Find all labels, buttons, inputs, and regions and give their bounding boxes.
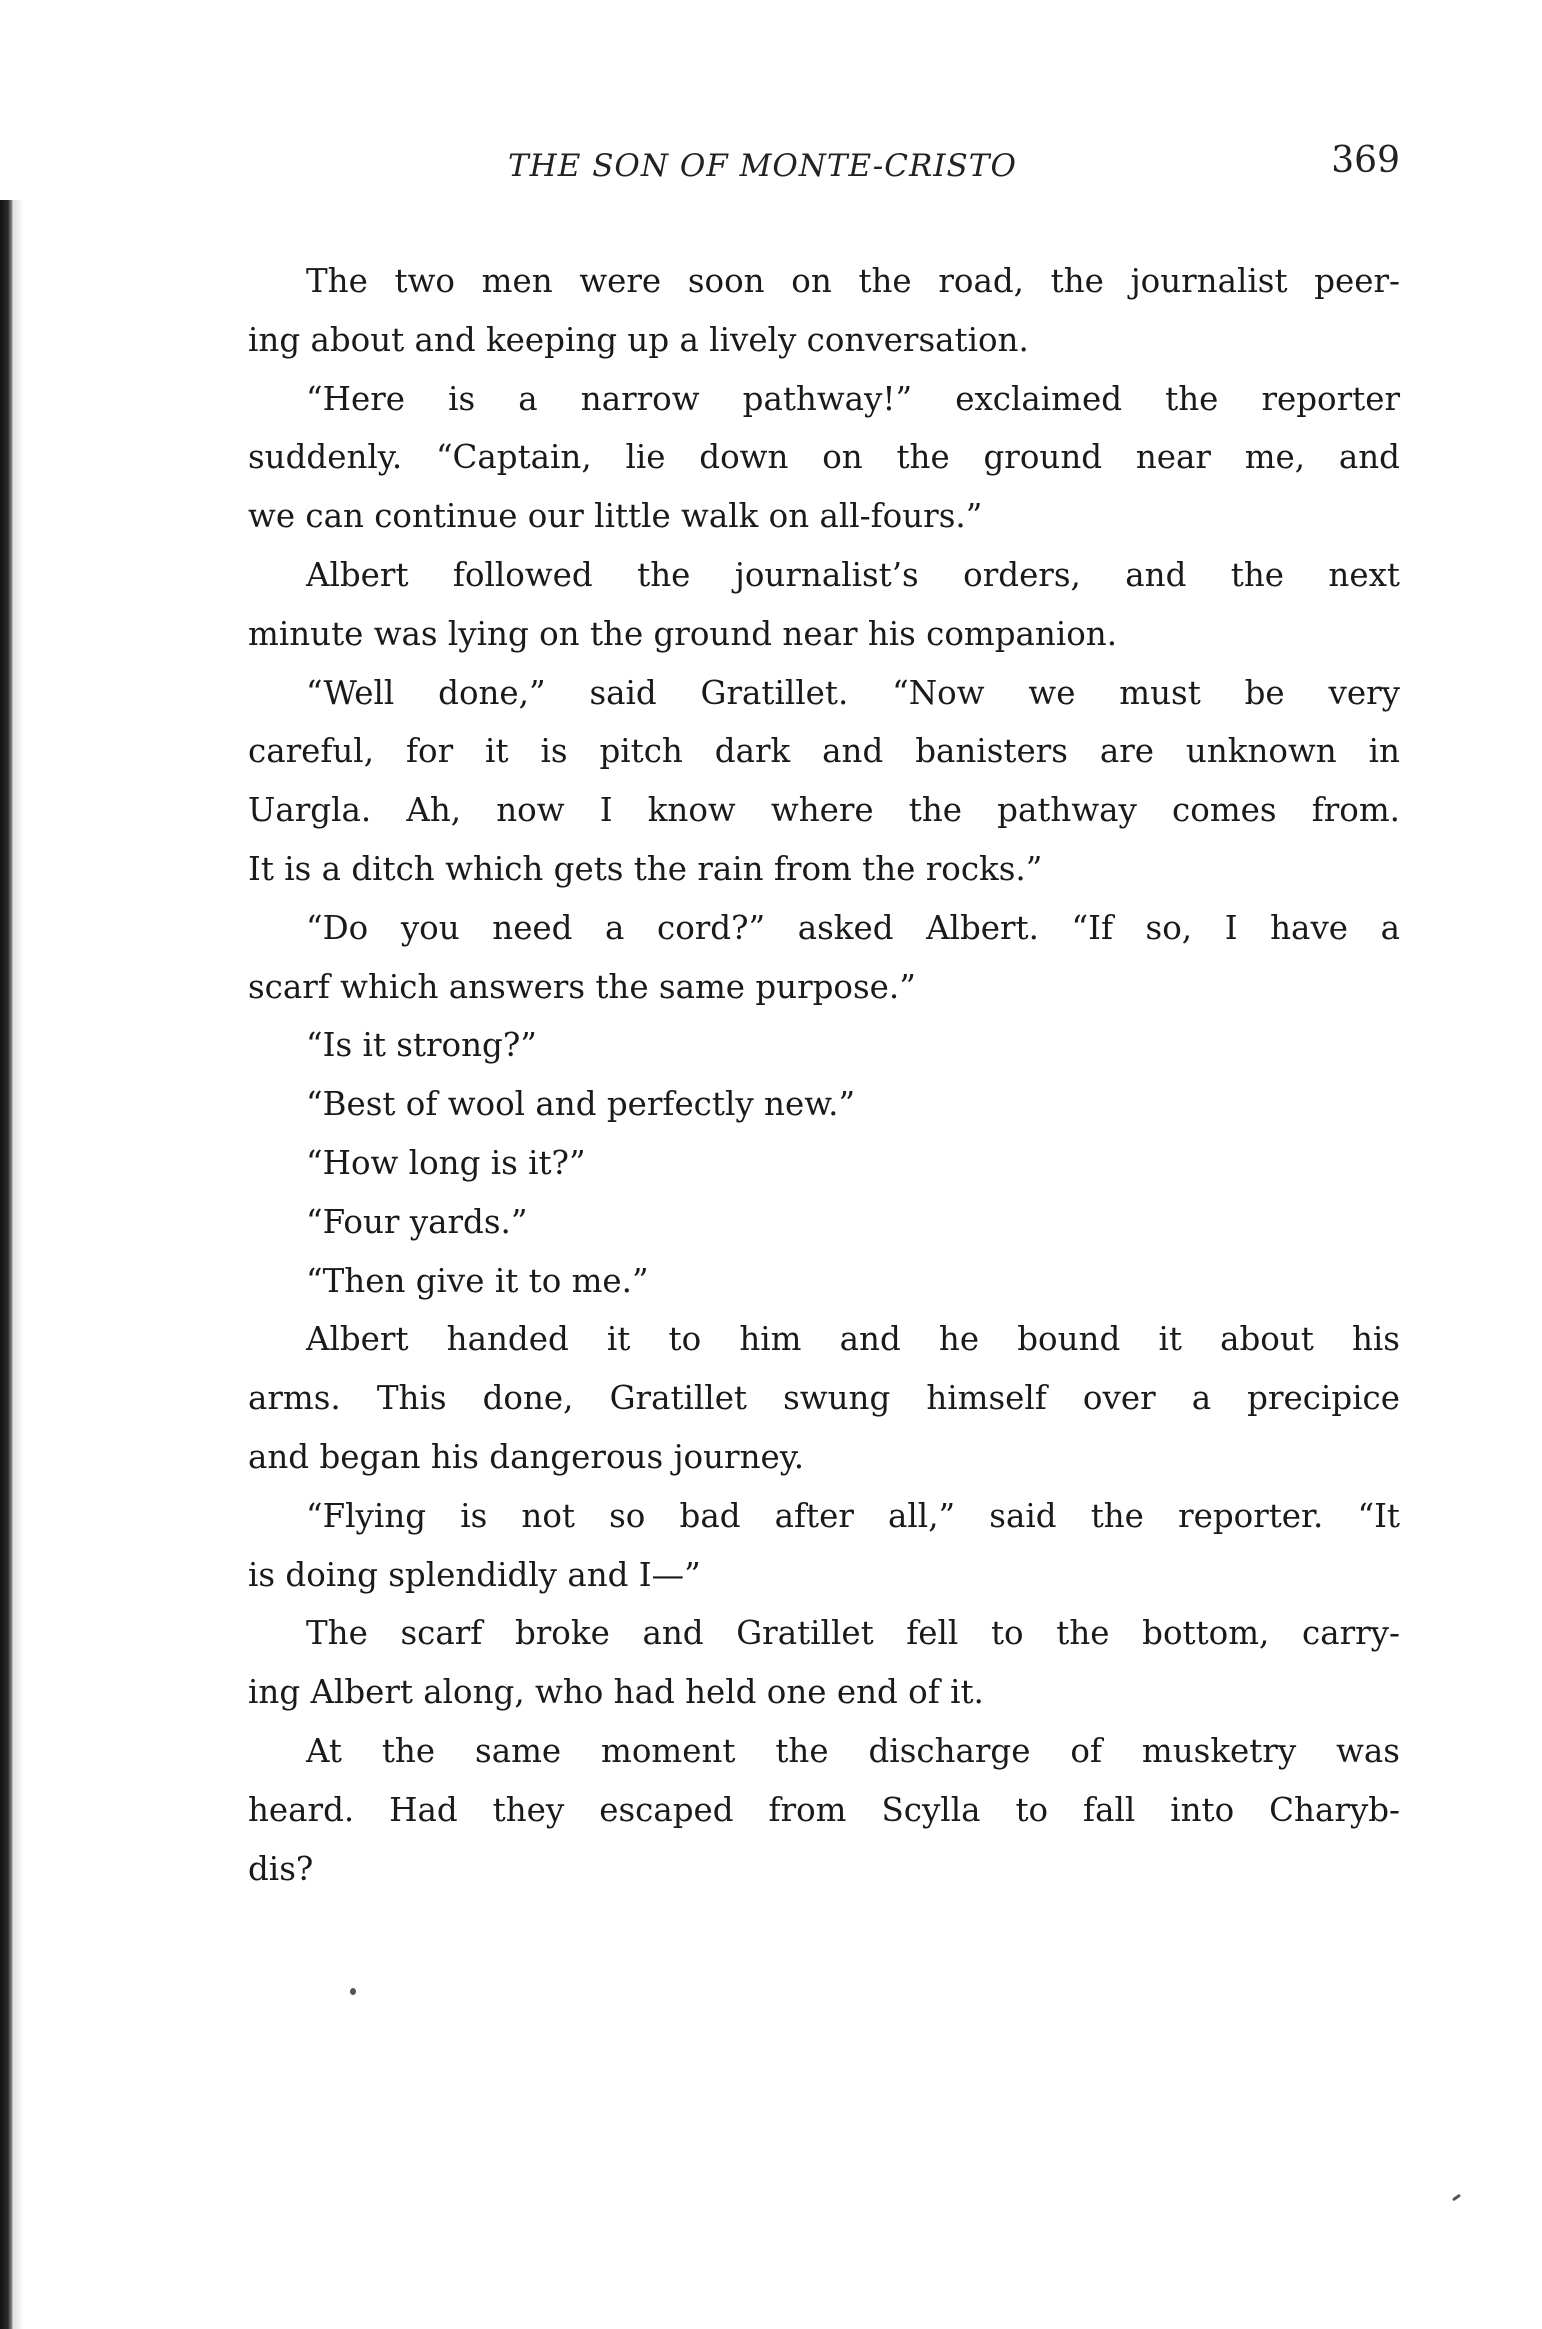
paper-speck	[1452, 2194, 1461, 2202]
text-line: “Well done,” said Gratillet. “Now we must be very	[306, 673, 1400, 712]
text-line: “Flying is not so bad after all,” said the reporter. “It	[306, 1496, 1400, 1535]
text-line: careful, for it is pitch dark and banisters are unknown in	[248, 732, 1400, 771]
text-line: arms. This done, Gratillet swung himself over a precipice	[248, 1379, 1400, 1418]
text-line: we can continue our little walk on all-fours.”	[248, 497, 983, 536]
text-line: At the same moment the discharge of musketry was	[306, 1731, 1400, 1770]
text-line: “Is it strong?”	[306, 1026, 537, 1065]
text-line: “Then give it to me.”	[306, 1261, 649, 1300]
paper-speck	[350, 1988, 356, 1995]
text-line: scarf which answers the same purpose.”	[248, 967, 916, 1006]
text-line: dis?	[248, 1849, 314, 1888]
text-line: “Four yards.”	[306, 1202, 528, 1241]
text-line: The two men were soon on the road, the journalist peer-	[306, 262, 1400, 300]
text-line: heard. Had they escaped from Scylla to fall into Charyb-	[248, 1790, 1400, 1829]
text-line: The scarf broke and Gratillet fell to the bottom, carry-	[306, 1614, 1400, 1653]
text-line: “Do you need a cord?” asked Albert. “If so, I have a	[306, 908, 1400, 947]
text-line: “How long is it?”	[306, 1143, 586, 1182]
text-line: minute was lying on the ground near his companion.	[248, 614, 1118, 653]
text-line: suddenly. “Captain, lie down on the ground near me, and	[248, 438, 1400, 477]
text-line: ing about and keeping up a lively conversation.	[248, 320, 1029, 359]
page-binding-edge	[0, 200, 14, 2329]
text-line: “Here is a narrow pathway!” exclaimed the reporter	[306, 379, 1400, 418]
book-page	[248, 140, 1400, 1898]
text-line: Albert followed the journalist’s orders, and the next	[306, 555, 1400, 594]
running-title: THE SON OF MONTE-CRISTO	[508, 148, 1017, 184]
body-text	[248, 252, 1400, 1898]
page-binding-shadow	[14, 200, 24, 2329]
text-line: ing Albert along, who had held one end of it.	[248, 1673, 984, 1712]
text-line: Albert handed it to him and he bound it about his	[306, 1320, 1400, 1359]
page-number: 369	[1331, 140, 1400, 181]
text-line: Uargla. Ah, now I know where the pathway comes from.	[248, 791, 1400, 830]
running-head	[248, 140, 1400, 200]
text-line: “Best of wool and perfectly new.”	[306, 1085, 856, 1124]
text-line: and began his dangerous journey.	[248, 1437, 805, 1476]
text-line: is doing splendidly and I—”	[248, 1555, 701, 1594]
text-line: It is a ditch which gets the rain from the rocks.”	[248, 849, 1043, 888]
